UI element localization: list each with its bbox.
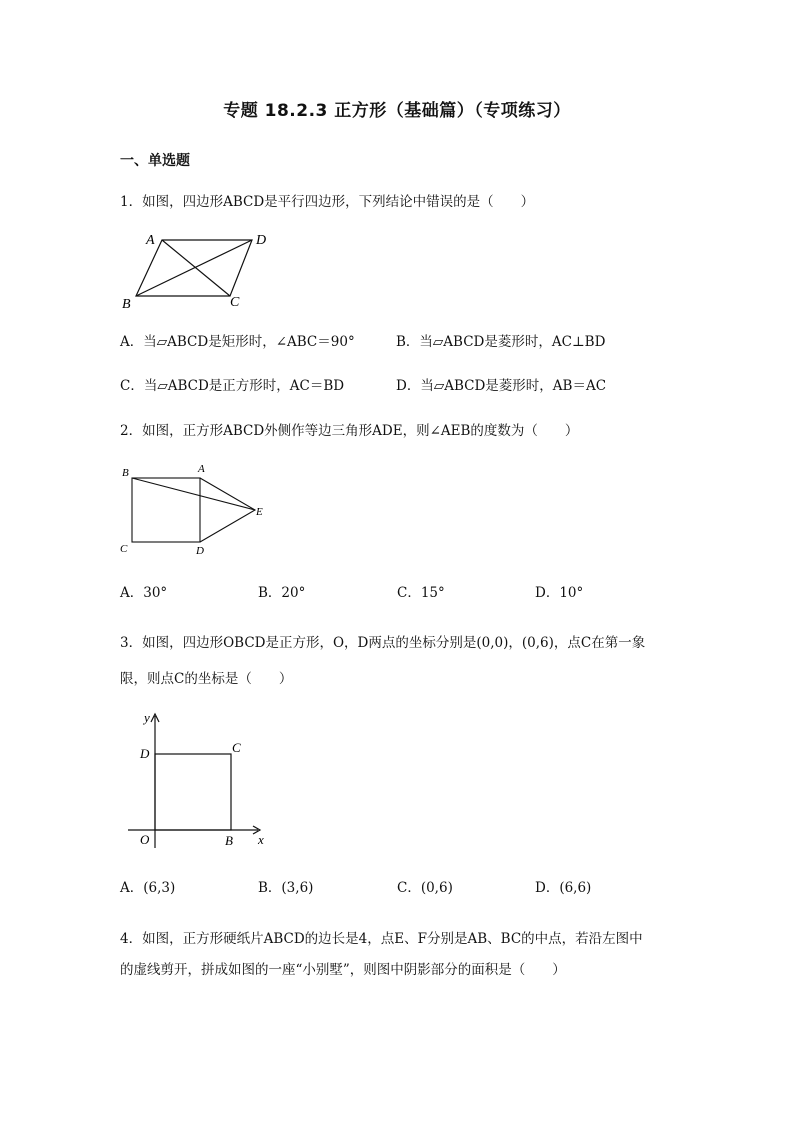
fig3-label-o: O (140, 832, 150, 847)
question-3-option-a: A．(6,3) (120, 880, 176, 896)
question-1-option-c: C．当▱ABCD是正方形时，AC＝BD (120, 378, 345, 394)
fig2-label-c: C (120, 543, 128, 555)
question-3-figure-coordinate-square (118, 708, 278, 850)
question-2-option-b: B．20° (258, 585, 306, 601)
fig1-label-b: B (122, 297, 131, 312)
question-1-figure-parallelogram (112, 228, 282, 318)
diagonal-ac (162, 240, 230, 296)
fig2-label-d: D (196, 545, 204, 557)
question-1-option-a: A．当▱ABCD是矩形时，∠ABC＝90° (120, 334, 355, 350)
fig1-label-d: D (256, 233, 267, 248)
question-2-option-d: D．10° (535, 585, 584, 601)
fig3-label-x: x (258, 832, 264, 847)
question-3-stem-line-1: 3．如图，四边形OBCD是正方形，O，D两点的坐标分别是(0,0)，(0,6)，点C在第一象 (120, 635, 646, 651)
fig2-label-b: B (122, 467, 129, 479)
diagonal-bd (136, 240, 252, 296)
segment-be (132, 478, 255, 510)
fig3-label-c: C (232, 740, 241, 755)
square-abcd (132, 478, 200, 542)
triangle-ade-sides (200, 478, 255, 542)
square-obcd (155, 754, 231, 830)
question-2-figure-square-triangle (112, 460, 282, 560)
section-heading: 一、单选题 (120, 153, 190, 169)
fig2-label-e: E (256, 506, 263, 518)
question-3-option-c: C．(0,6) (397, 880, 453, 896)
question-3-option-b: B．(3,6) (258, 880, 314, 896)
page-title: 专题 18.2.3 正方形（基础篇）（专项练习） (223, 101, 571, 121)
fig2-label-a: A (198, 463, 205, 475)
fig1-label-a: A (146, 233, 155, 248)
question-4-stem-line-1: 4．如图，正方形硬纸片ABCD的边长是4，点E、F分别是AB、BC的中点，若沿左图中 (120, 931, 643, 947)
question-4-stem-line-2: 的虚线剪开，拼成如图的一座“小别墅”，则图中阴影部分的面积是（ ） (120, 962, 566, 978)
question-1-option-b: B．当▱ABCD是菱形时，AC⊥BD (396, 334, 606, 350)
question-2-option-a: A．30° (120, 585, 168, 601)
fig3-label-b: B (225, 833, 233, 848)
question-1-stem: 1．如图，四边形ABCD是平行四边形，下列结论中错误的是（ ） (120, 194, 535, 210)
fig3-label-y: y (144, 710, 150, 725)
fig1-label-c: C (230, 295, 240, 310)
question-1-option-d: D．当▱ABCD是菱形时，AB＝AC (396, 378, 607, 394)
question-2-option-c: C．15° (397, 585, 445, 601)
question-3-option-d: D．(6,6) (535, 880, 592, 896)
question-3-stem-line-2: 限，则点C的坐标是（ ） (120, 671, 293, 687)
question-2-stem: 2．如图，正方形ABCD外侧作等边三角形ADE，则∠AEB的度数为（ ） (120, 423, 579, 439)
fig3-label-d: D (140, 746, 150, 761)
